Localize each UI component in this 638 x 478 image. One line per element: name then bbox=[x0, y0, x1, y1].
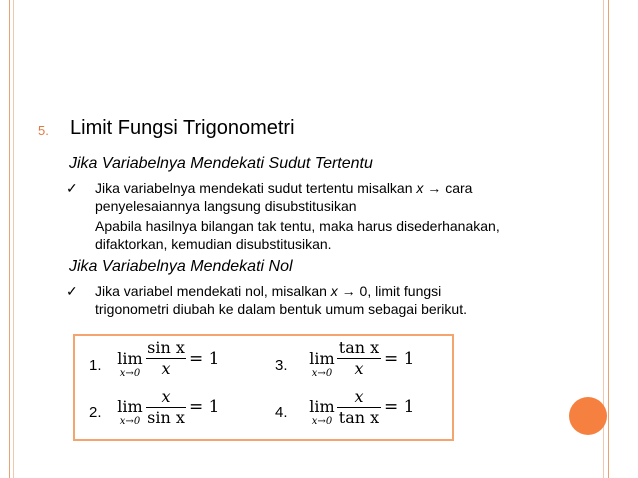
fraction: tan x x bbox=[338, 338, 380, 378]
slide-title: Limit Fungsi Trigonometri bbox=[70, 117, 295, 139]
equals-one: = 1 bbox=[384, 349, 415, 369]
paragraph-line1: Apabila hasilnya bilangan tak tentu, maka harus disederhanakan, bbox=[95, 218, 500, 234]
checkmark-icon: ✓ bbox=[66, 283, 78, 299]
left-frame-line-inner bbox=[13, 0, 14, 478]
paragraph-line2: difaktorkan, kemudian disubstitusikan. bbox=[95, 236, 332, 252]
bullet-nol-line2: trigonometri diubah ke dalam bentuk umum sebagai berikut. bbox=[95, 301, 467, 317]
limit-operator: lim x→0 bbox=[117, 349, 143, 379]
bullet-sudut-line2: penyelesaiannya langsung disubstitusikan bbox=[95, 198, 357, 214]
limit-operator: lim x→0 bbox=[117, 397, 143, 427]
bullet-nol-line1: Jika variabel mendekati nol, misalkan x → 0, limit fungsi bbox=[95, 283, 442, 299]
equals-one: = 1 bbox=[384, 397, 415, 417]
fraction: sin x x bbox=[147, 338, 185, 378]
left-frame-line-outer bbox=[9, 0, 10, 478]
subheading-mendekati-nol: Jika Variabelnya Mendekati Nol bbox=[69, 258, 293, 275]
bullet-sudut-line1: Jika variabelnya mendekati sudut tertentu misalkan x → cara bbox=[95, 180, 473, 196]
limit-operator: lim x→0 bbox=[309, 349, 335, 379]
equals-one: = 1 bbox=[189, 349, 220, 369]
orange-circle-decoration bbox=[569, 397, 607, 435]
fraction: x tan x bbox=[338, 387, 380, 427]
formula-label: 3. bbox=[275, 357, 288, 374]
right-frame-line-outer bbox=[608, 0, 609, 478]
formula-label: 4. bbox=[275, 404, 288, 421]
subheading-sudut-tertentu: Jika Variabelnya Mendekati Sudut Tertentu bbox=[69, 155, 373, 172]
limit-operator: lim x→0 bbox=[309, 397, 335, 427]
formula-label: 2. bbox=[89, 404, 102, 421]
equals-one: = 1 bbox=[189, 397, 220, 417]
checkmark-icon: ✓ bbox=[66, 180, 78, 196]
fraction: x sin x bbox=[147, 387, 185, 427]
formula-label: 1. bbox=[89, 357, 102, 374]
section-number: 5. bbox=[38, 123, 49, 138]
